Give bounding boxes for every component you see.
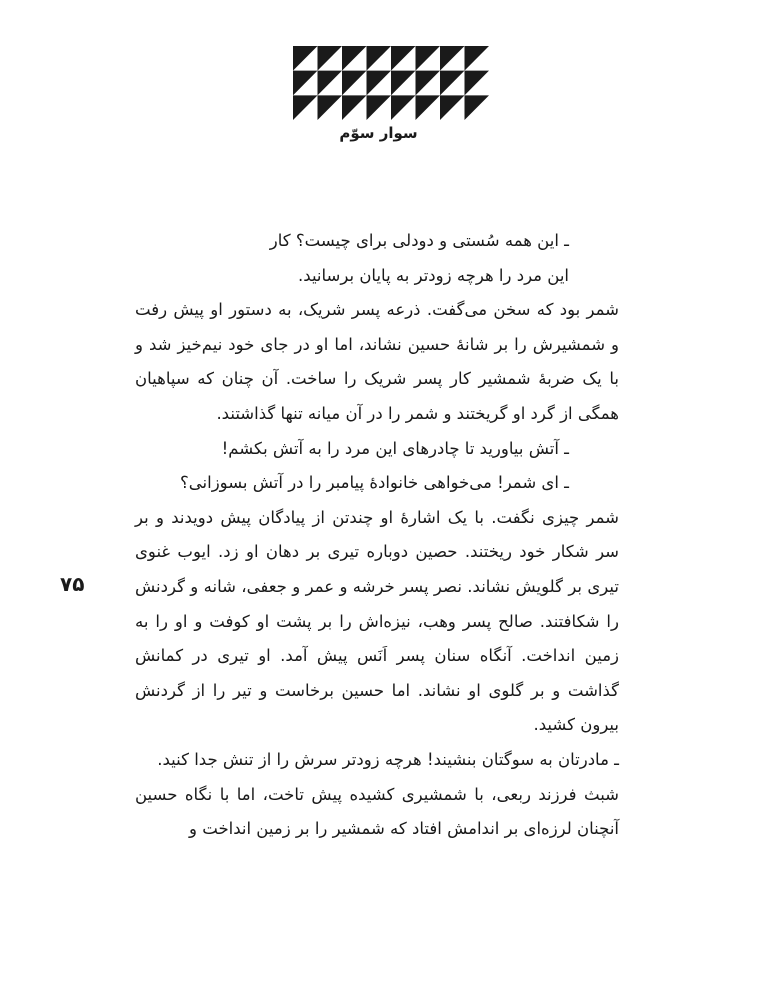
ornament-triangle bbox=[465, 71, 490, 96]
ornament-triangle bbox=[318, 95, 343, 120]
dialogue-line: این مرد را هرچه زودتر به پایان برسانید. bbox=[298, 265, 569, 285]
dialogue-line: ـ ای شمر! می‌خواهی خانوادهٔ پیامبر را در آتش بسوزانی؟ bbox=[180, 473, 569, 493]
page-body bbox=[135, 224, 619, 847]
ornament-triangle bbox=[465, 46, 490, 71]
paragraph: شبث فرزند ربعی، با شمشیری کشیده پیش تاخت، اما با نگاه حسین آنچنان لرزه‌ای بر اندامش افتاد که شمشیر را بر زمین انداخت و bbox=[135, 784, 619, 839]
dialogue-line: ـ آتش بیاورید تا چادرهای این مرد را به آتش بکشم! bbox=[221, 438, 569, 458]
ornament-triangle bbox=[391, 46, 416, 71]
ornament-triangle bbox=[416, 46, 441, 71]
ornament-triangle bbox=[391, 71, 416, 96]
ornament-triangle bbox=[367, 46, 392, 71]
ornament-triangle bbox=[293, 46, 318, 71]
chapter-title: سوار سوّم bbox=[339, 124, 418, 142]
ornament-triangle bbox=[440, 46, 465, 71]
dialogue-paragraph: ـ مادرتان به سوگتان بنشیند! هرچه زودتر سرش را از تنش جدا کنید. bbox=[157, 749, 619, 769]
ornament-triangle bbox=[342, 71, 367, 96]
ornament-triangle bbox=[367, 71, 392, 96]
ornament-triangle bbox=[440, 95, 465, 120]
triangle-ornament bbox=[293, 46, 489, 120]
ornament-triangle bbox=[293, 71, 318, 96]
page-number: ۷۵ bbox=[60, 572, 85, 596]
ornament-triangle bbox=[293, 95, 318, 120]
dialogue-line: ـ این همه سُستی و دودلی برای چیست؟ کار bbox=[269, 231, 569, 250]
ornament-triangle bbox=[416, 71, 441, 96]
ornament-triangle bbox=[391, 95, 416, 120]
ornament-triangle bbox=[440, 71, 465, 96]
ornament-triangle bbox=[416, 95, 441, 120]
ornament-triangle bbox=[342, 95, 367, 120]
ornament-triangle bbox=[367, 95, 392, 120]
ornament-triangle bbox=[318, 46, 343, 71]
ornament-triangle bbox=[318, 71, 343, 96]
ornament-triangle bbox=[465, 95, 490, 120]
paragraph: شمر بود که سخن می‌گفت. ذرعه پسر شریک، به دستور او پیش رفت و شمشیرش را بر شانهٔ حسین نشاند، اما او در جای خود نیم‌خیز شد و با یک ضربهٔ شمشیر کار پسر شریک را ساخت. آن چنان که سپاهیان همگی از گرد او گریختند و شمر را در آن میانه تنها گذاشتند. bbox=[135, 300, 619, 423]
paragraph: شمر چیزی نگفت. با یک اشارهٔ او چندتن از پیادگان پیش دویدند و بر سر شکار خود ریختند. حصین دوباره تیری بر دهان او زد. ایوب غنوی تیری بر گلویش نشاند. نصر پسر خرشه و عمر و جعفی، شانه و گردنش را شکافتند. صالح پسر وهب، نیزه‌اش را بر پشت او کوفت و او را به زمین انداخت. آنگاه سنان پسر اَنَس پیش آمد. او تیری در کمانش گذاشت و بر گلوی او نشاند. اما حسین برخاست و تیر را از گردنش بیرون کشید. bbox=[135, 507, 619, 735]
ornament-triangle bbox=[342, 46, 367, 71]
